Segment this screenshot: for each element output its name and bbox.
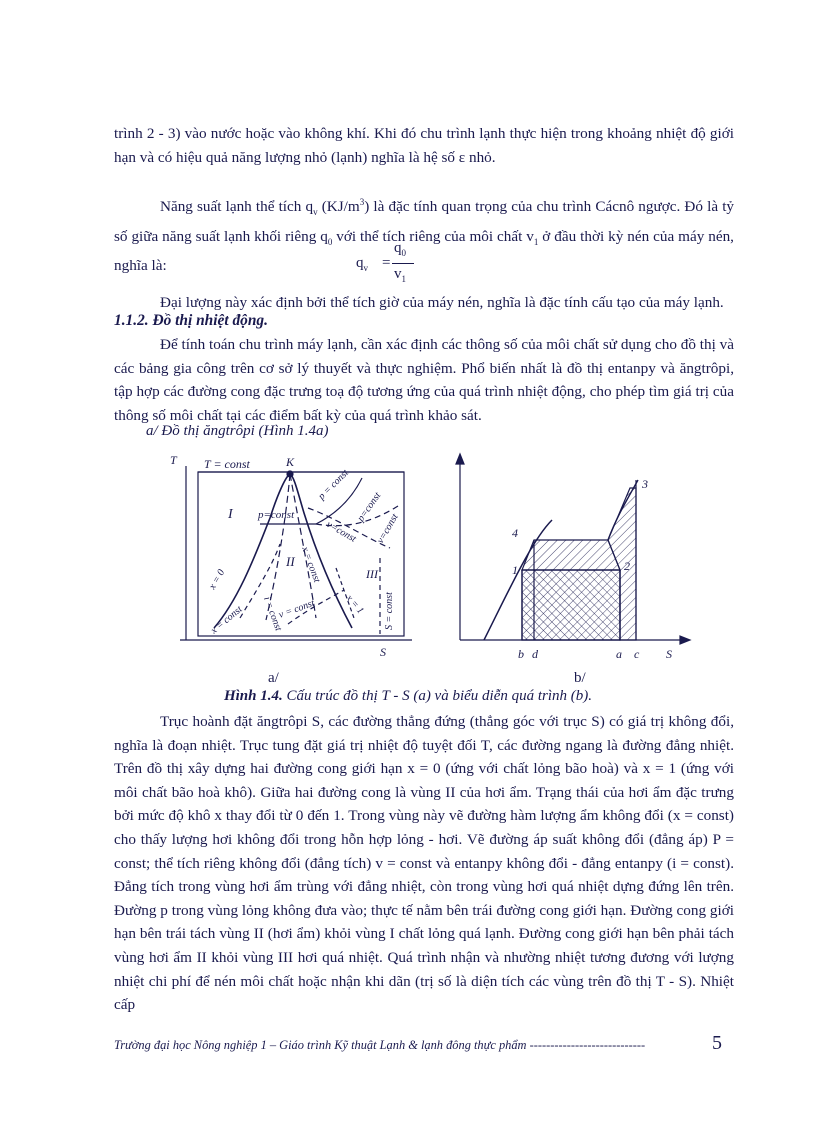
formula-numerator: $q_0$ [394, 240, 406, 258]
a-p-const-mid: p=const [258, 509, 295, 521]
b-axis-S: S [666, 647, 672, 661]
a-x-eq-1: x = 1 [343, 592, 366, 617]
page-footer: Trường đại học Nông nghiệp 1 – Giáo trình Kỹ thuật Lạnh & lạnh đông thực phẩm ---------------------------- [114, 1038, 646, 1052]
a-region-II: II [286, 554, 295, 569]
figure-1-4 [140, 448, 700, 670]
a-region-III: III [366, 567, 378, 581]
a-x-const-mid: x = const [299, 545, 323, 585]
figure-label-b: b/ [574, 670, 586, 686]
a-p-const-right: p=const [355, 490, 384, 524]
a-region-I: I [228, 507, 233, 522]
formula-lhs: $q_v$ [356, 255, 368, 273]
a-K: K [286, 455, 295, 469]
b-label-a: a [616, 647, 622, 661]
paragraph-4: Để tính toán chu trình máy lạnh, cần xác định các thông số của môi chất sử dụng cho đồ thị và các bảng gia công trên cơ sở lý thuyết và thực nghiệm. Phổ biến nhất là đồ thị entanpy và ăngtrôpi, tập hợp các đường cong đặc trưng toạ độ tương ứng của quá trình nhiệt động, cho phép tìm giá trị của thông số môi chất tại các điểm bất kỳ của quá trình khảo sát. [114, 336, 734, 424]
b-point-2: 2 [624, 559, 630, 573]
section-heading: 1.1.2. Đồ thị nhiệt động. [114, 312, 268, 329]
a-v-const-bottom: v = const [277, 597, 317, 621]
a-i-const: i = const [261, 595, 284, 633]
b-point-1: 1 [512, 563, 518, 577]
paragraph-2: Năng suất lạnh thể tích $q_v$ $(KJ/m^3)$ là đặc tính quan trọng của chu trình Cácnô ngược. Đó là tỷ số giữa năng suất lạnh khối riêng $q_0$ với thể tích riêng của môi chất $v_1$ ở đầu thời kỳ nén của máy nén, nghĩa là: [114, 197, 735, 275]
b-point-3: 3 [642, 477, 648, 491]
b-label-c: c [634, 647, 640, 661]
b-label-d: d [532, 647, 538, 661]
paragraph-5: Trục hoành đặt ăngtrôpi S, các đường thẳng đứng (thẳng góc với trục S) có giá trị không đổi, nghĩa là đoạn nhiệt. Trục tung đặt giá trị nhiệt độ tuyệt đối T, các đường ngang là đường đẳng nhiệt. Trên đồ thị xây dựng hai đường cong giới hạn x = 0 (ứng với chất lỏng bão hoà) và x = 1 (ứng với môi chất bão hoà khô). Giữa hai đường cong là vùng II của hơi ẩm. Trạng thái của hơi ẩm đặc trưng bởi mức độ khô x thay đổi từ 0 đến 1. Trong vùng này vẽ đường hàm lượng ẩm không đổi (x = const) cho thấy lượng hơi không đổi trong hỗn hợp lỏng - hơi. Vẽ đường áp suất không đổi (đẳng áp) P = const; thể tích riêng không đổi (đẳng tích) v = const và entanpy không đổi - đẳng entanpy (i = const). Đẳng tích trong vùng hơi ẩm trùng với đẳng nhiệt, còn trong vùng hơi quá nhiệt dựng đứng lên trên. Đường p trong vùng lỏng không đưa vào; thực tế nằm bên trái đường cong giới hạn. Đường cong giới hạn bên trái tách vùng II (hơi ẩm) khỏi vùng I chất lỏng quá lạnh. Đường cong giới hạn bên phải tách vùng hơi ẩm II khỏi vùng III hơi quá nhiệt. Quá trình nhận và nhường nhiệt tương đương với lượng nhiệt chi phí để nén môi chất hoặc nhận khi dãn (trị số là diện tích các vùng trên đồ thị T - S). Nhiệt cấp [114, 713, 734, 1014]
a-v-const-right2: v=const [375, 512, 401, 546]
a-axis-T: T [170, 453, 177, 467]
paragraph-3: Đại lượng này xác định bởi thể tích giờ của máy nén, nghĩa là đặc tính cấu tạo của máy lạnh. [160, 294, 724, 311]
diagram-a-labels [170, 453, 401, 659]
diagram-b [456, 454, 690, 644]
a-T-const: T = const [204, 457, 250, 471]
page-number: 5 [712, 1032, 722, 1054]
figure-label-a: a/ [268, 670, 279, 686]
a-S-const: S = const [384, 592, 395, 630]
b-label-b: b [518, 647, 524, 661]
formula-equals: = [382, 255, 391, 271]
a-p-const-top: p = const [316, 467, 351, 503]
a-v-const-right: v=const [324, 519, 358, 545]
b-point-4: 4 [512, 526, 518, 540]
a-x-eq-0: x = 0 [207, 567, 228, 592]
formula-qv [356, 242, 446, 288]
a-x-const-bl: x = const [208, 603, 245, 637]
subsection-a: a/ Đồ thị ăngtrôpi (Hình 1.4a) [146, 423, 329, 439]
a-axis-S: S [380, 645, 386, 659]
formula-denominator: $v_1$ [394, 266, 406, 284]
figure-caption: Hình 1.4. Cấu trúc đồ thị T - S (a) và biểu diễn quá trình (b). [223, 688, 593, 704]
paragraph-1: trình 2 - 3) vào nước hoặc vào không khí. Khi đó chu trình lạnh thực hiện trong khoảng nhiệt độ giới hạn và có hiệu quả năng lượng nhỏ (lạnh) nghĩa là hệ số ε nhỏ. [114, 125, 734, 166]
